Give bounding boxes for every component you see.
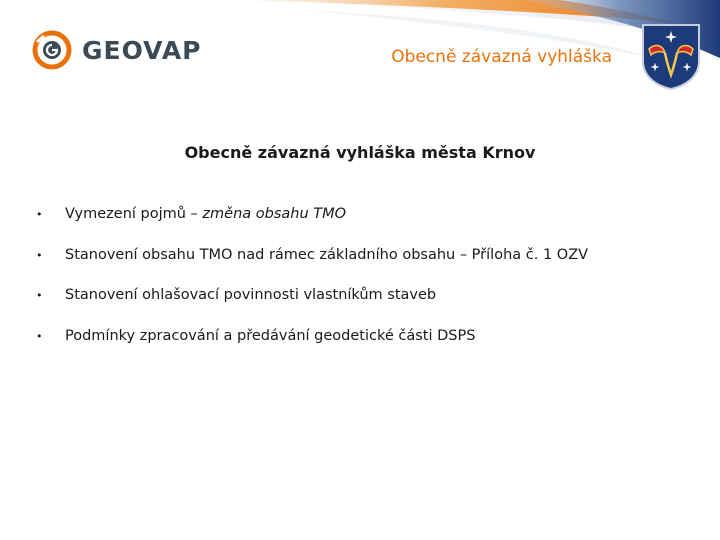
bullet-text: Stanovení ohlašovací povinnosti vlastníkům staveb [65,287,437,303]
bullet-text-main: Vymezení pojmů – [65,206,203,222]
list-item [36,287,696,328]
bullet-text [65,206,346,222]
slide-heading: Obecně závazná vyhláška města Krnov [184,143,536,162]
krnov-coat-of-arms-icon [641,23,701,91]
bullet-text-italic: změna obsahu TMO [202,206,347,222]
logo-text: GEOVAP [82,35,202,65]
bullet-icon: • [36,329,43,343]
geovap-logo-icon [32,30,72,70]
header-title: Obecně závazná vyhláška [391,47,612,67]
geovap-logo[interactable] [32,27,202,73]
list-item [36,247,696,288]
list-item [36,328,696,369]
bullet-text: Podmínky zpracování a předávání geodetické části DSPS [65,327,476,344]
bullet-icon: • [36,289,43,302]
bullet-icon: • [36,248,43,262]
bullet-text: Stanovení obsahu TMO nad rámec základního obsahu – Příloha č. 1 OZV [65,246,589,263]
bullet-list [36,206,696,368]
bullet-icon: • [36,208,43,221]
list-item [36,206,696,247]
